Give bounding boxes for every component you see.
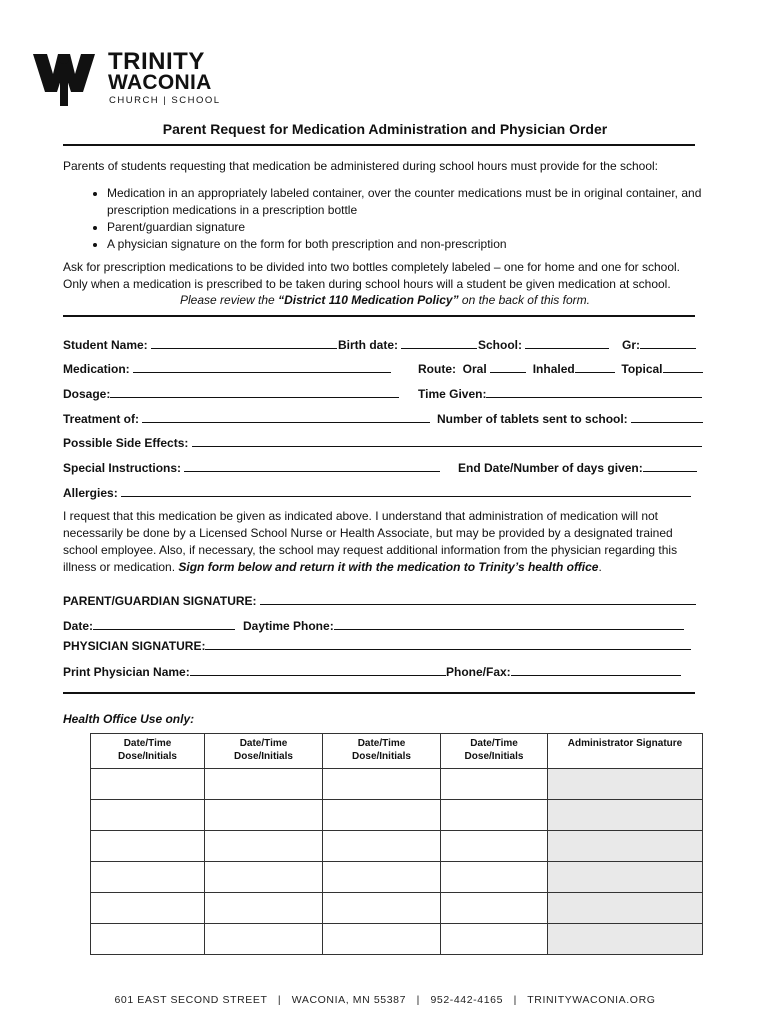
medication-field[interactable]: Medication: bbox=[63, 360, 391, 377]
section-divider bbox=[63, 315, 695, 317]
physician-signature-field[interactable]: PHYSICIAN SIGNATURE: bbox=[63, 637, 691, 654]
footer-address: 601 EAST SECOND STREET | WACONIA, MN 55387 | 952-442-4165 | TRINITYWACONIA.ORG bbox=[114, 994, 656, 1006]
daytime-phone-field[interactable]: Daytime Phone: bbox=[243, 617, 684, 634]
policy-note: Please review the “District 110 Medication Policy” on the back of this form. bbox=[180, 293, 590, 307]
list-item: • Medication in an appropriately labeled container, over the counter medications must be in original container, and prescription medications in a prescription bottle bbox=[107, 185, 717, 219]
allergies-field[interactable]: Allergies: bbox=[63, 484, 691, 501]
log-column-header: Date/Time Dose/Initials bbox=[205, 734, 323, 769]
birth-date-field[interactable]: Birth date: bbox=[338, 336, 477, 353]
route-inhaled-option: Inhaled bbox=[532, 362, 575, 376]
table-row bbox=[91, 924, 703, 955]
health-office-heading: Health Office Use only: bbox=[63, 712, 195, 726]
tablets-sent-field[interactable]: Number of tablets sent to school: bbox=[437, 410, 703, 427]
list-item: • A physician signature on the form for both prescription and non-prescription bbox=[107, 236, 717, 253]
special-instructions-field[interactable]: Special Instructions: bbox=[63, 459, 440, 476]
side-effects-field[interactable]: Possible Side Effects: bbox=[63, 434, 702, 451]
grade-field[interactable]: Gr: bbox=[622, 336, 696, 353]
policy-name: “District 110 Medication Policy” bbox=[278, 293, 459, 307]
treatment-of-field[interactable]: Treatment of: bbox=[63, 410, 430, 427]
brand-name: TRINITY bbox=[108, 48, 205, 75]
table-row bbox=[91, 800, 703, 831]
list-item: • Parent/guardian signature bbox=[107, 219, 717, 236]
brand-tagline: CHURCH | SCHOOL bbox=[109, 95, 221, 106]
instructions-line1: Ask for prescription medications to be divided into two bottles completely labeled – one for home and one for school. bbox=[63, 260, 681, 274]
consent-emphasis: Sign form below and return it with the medication to Trinity’s health office bbox=[178, 560, 599, 574]
intro-text: Parents of students requesting that medication be administered during school hours must provide for the school: bbox=[63, 159, 659, 173]
form-title: Parent Request for Medication Administration and Physician Order bbox=[162, 121, 608, 137]
school-field[interactable]: School: bbox=[478, 336, 609, 353]
date-field[interactable]: Date: bbox=[63, 617, 235, 634]
time-given-field[interactable]: Time Given: bbox=[418, 385, 702, 402]
trinity-logo-icon bbox=[33, 52, 95, 106]
end-date-field[interactable]: End Date/Number of days given: bbox=[458, 459, 697, 476]
instructions-line2: Only when a medication is prescribed to be taken during school hours will a student be given medication at school. bbox=[63, 277, 671, 291]
requirements-list bbox=[88, 185, 717, 253]
log-column-header: Date/Time Dose/Initials bbox=[323, 734, 441, 769]
parent-signature-field[interactable]: PARENT/GUARDIAN SIGNATURE: bbox=[63, 592, 696, 609]
table-row bbox=[91, 893, 703, 924]
physician-name-field[interactable]: Print Physician Name: bbox=[63, 663, 446, 680]
signature-divider bbox=[63, 692, 695, 694]
log-column-header: Date/Time Dose/Initials bbox=[441, 734, 548, 769]
route-field[interactable]: Route: Oral Inhaled Topical bbox=[418, 360, 703, 377]
dosage-field[interactable]: Dosage: bbox=[63, 385, 399, 402]
route-oral-option: Oral bbox=[462, 362, 487, 376]
log-column-header-admin: Administrator Signature bbox=[548, 734, 703, 769]
consent-statement: I request that this medication be given as indicated above. I understand that administration of medication will not necessarily be done by a Licensed School Nurse or Health Associate, but may be provided by a designated trained school employee. Also, if necessary, the school may request additional information from the physician regarding this illness or medication. Sign form below and return it with the medication to Trinity’s health office. bbox=[63, 509, 678, 574]
log-column-header: Date/Time Dose/Initials bbox=[91, 734, 205, 769]
title-divider bbox=[63, 144, 695, 146]
phone-fax-field[interactable]: Phone/Fax: bbox=[446, 663, 681, 680]
student-name-field[interactable]: Student Name: bbox=[63, 336, 337, 353]
brand-location: WACONIA bbox=[108, 71, 212, 94]
table-row bbox=[91, 862, 703, 893]
table-row bbox=[91, 769, 703, 800]
medication-log-table bbox=[90, 733, 703, 955]
route-topical-option: Topical bbox=[621, 362, 663, 376]
table-row bbox=[91, 831, 703, 862]
